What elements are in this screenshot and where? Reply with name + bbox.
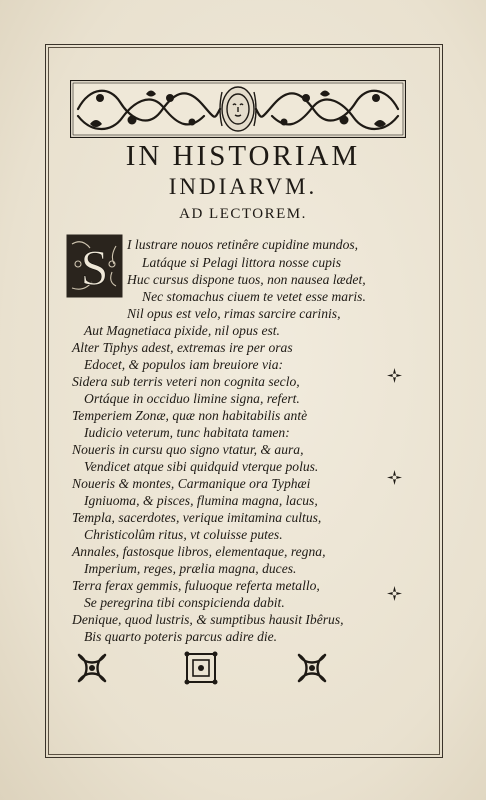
fleuron-ornament	[387, 470, 402, 485]
initial-letter: S	[80, 239, 109, 295]
title-line-2: INDIARVM.	[168, 174, 318, 199]
knot-ornament	[75, 651, 109, 685]
verse-line: Nec stomachus ciuem te vetet esse maris.	[142, 289, 366, 304]
verse-line: Templa, sacerdotes, verique imitamina cultus,	[72, 510, 322, 525]
fleuron-ornament	[387, 586, 402, 601]
verse-line: Aut Magnetiaca pixide, nil opus est.	[84, 323, 280, 338]
verse-line: Igniuoma, & pisces, flumina magna, lacus,	[84, 493, 318, 508]
fleuron-ornament	[387, 368, 402, 383]
subtitle: AD LECTOREM.	[179, 206, 307, 222]
verse-line: Denique, quod lustris, & sumptibus hausit Ibêrus,	[72, 612, 344, 627]
verse-line: Edocet, & populos iam breuiore via:	[84, 357, 284, 372]
verse-line: Sidera sub terris veteri non cognita seclo,	[72, 374, 300, 389]
verse-line: Bis quarto poteris parcus adire die.	[84, 629, 278, 644]
verse-line: Temperiem Zonæ, quæ non habitabilis antè	[72, 408, 308, 423]
square-ornament	[184, 651, 218, 685]
verse-line: Latáque si Pelagi littora nosse cupis	[142, 255, 341, 270]
verse-line: Noueris & montes, Carmanique ora Typhæi	[72, 476, 311, 491]
verse-line: Iudicio veterum, tunc habitata tamen:	[84, 425, 290, 440]
verse-line: Christicolûm ritus, vt coluisse putes.	[84, 527, 283, 542]
verse-line: Alter Tiphys adest, extremas ire per oras	[72, 340, 293, 355]
title-line-1: IN HISTORIAM	[125, 140, 361, 172]
knot-ornament	[295, 651, 329, 685]
headband-ornament	[70, 80, 406, 138]
verse-line: Imperium, reges, prælia magna, duces.	[84, 561, 297, 576]
verse-line: Noueris in cursu quo signo vtatur, & aura,	[72, 442, 304, 457]
verse-line: I lustrare nouos retinêre cupidine mundos,	[127, 237, 359, 252]
verse-line: Huc cursus dispone tuos, non nausea lædet,	[127, 272, 366, 287]
verse-line: Vendicet atque sibi quidquid vterque polus.	[84, 459, 319, 474]
verse-line: Terra ferax gemmis, fuluoque referta metallo,	[72, 578, 320, 593]
verse-line: Ortáque in occiduo limine signa, refert.	[84, 391, 300, 406]
verse-line: Annales, fastosque libros, elementaque, regna,	[72, 544, 326, 559]
decorated-initial-s	[66, 234, 123, 298]
verse-line: Se peregrina tibi conspicienda dabit.	[84, 595, 285, 610]
verse-line: Nil opus est velo, rimas sarcire carinis,	[127, 306, 341, 321]
